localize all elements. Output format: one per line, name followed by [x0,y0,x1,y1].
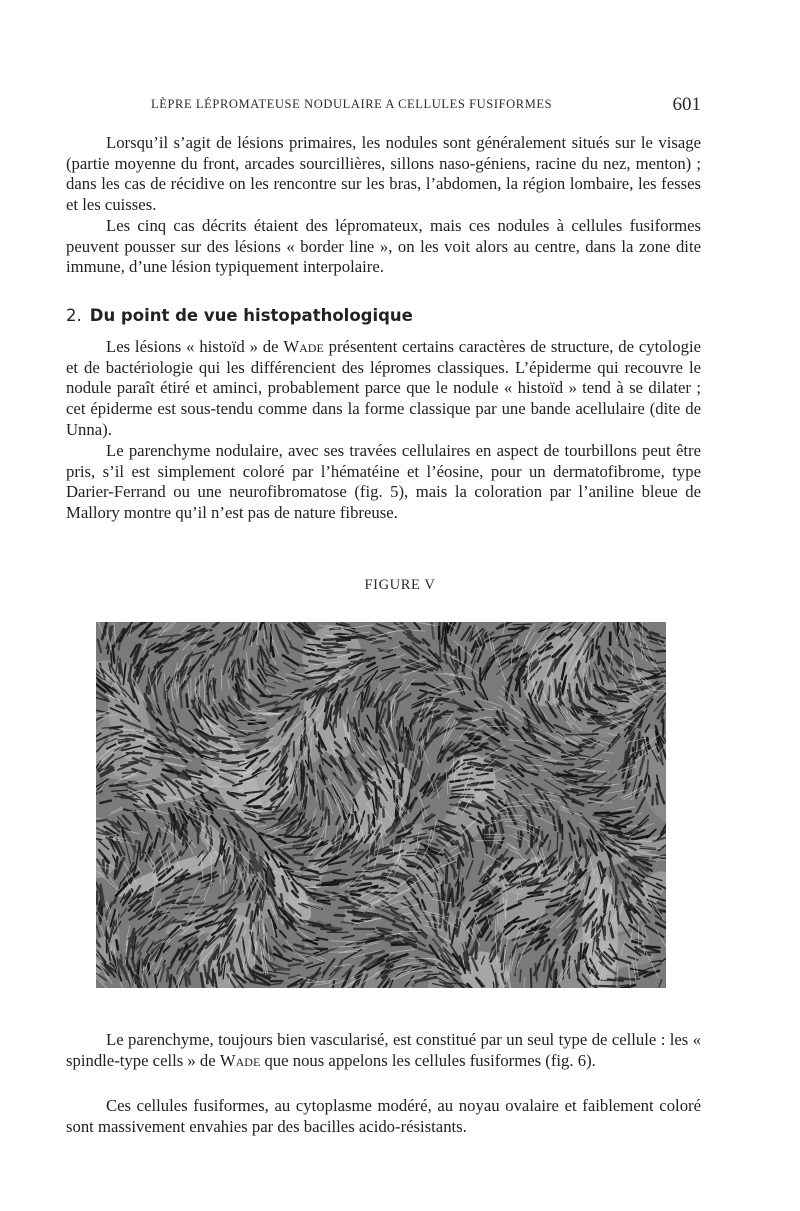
running-head [66,94,701,120]
author-name-wade: Wade [283,337,324,356]
paragraph-lesions-primaires: Lorsqu’il s’agit de lésions primaires, les nodules sont généralement situés sur le visage (partie moyenne du front, arcades sourcillières, sillons naso-géniens, racine du nez, menton) ; dans les cas de récidive on les rencontre sur les bras, l’abdomen, la région lombaire, les fesses et les cuisses. [66,133,701,215]
p3-text-after: présentent certains caractères de structure, de cytologie et de bactériologie qui les différencient des lépromes classiques. L’épiderme qui recouvre le nodule paraît étiré et aminci, probablement parce que le nodule « histoïd » tend à se dilater ; cet épiderme est sous-tendu comme dans la forme classique par une bande acellulaire (dite de Unna). [66,337,701,439]
author-name-wade-2: Wade [219,1050,261,1070]
paragraph-parenchyme-nodulaire: Le parenchyme nodulaire, avec ses travées cellulaires en aspect de tourbillons peut être pris, s’il est simplement coloré par l’hématéine et l’éosine, pour un dermatofibrome, type Darier-Ferrand ou une neurofibromatose (fig. 5), mais la coloration par l’aniline bleue de Mallory montre qu’il n’est pas de nature fibreuse. [66,441,701,523]
paragraph-cinq-cas: Les cinq cas décrits étaient des lépromateux, mais ces nodules à cellules fusiformes peuvent pousser sur des lésions « border line », on les voit alors au centre, dans la zone dite immune, d’une lésion typiquement interpolaire. [66,216,701,277]
figure-v-micrograph [96,622,666,988]
section-heading [66,306,701,325]
histology-micrograph-icon [96,622,666,988]
section-title: Du point de vue histopathologique [89,306,413,325]
p5-text-after: que nous appelons les cellules fusiformes (fig. 6). [260,1050,596,1070]
paragraph-parenchyme-vascularise [66,1030,701,1071]
section-number: 2. [66,306,82,325]
page-number: 601 [672,94,701,115]
figure-caption: FIGURE V [364,577,436,593]
p5-text-before: Le parenchyme, toujours bien vascularisé, est constitué par un seul type de cellule : les « spindle-type cells » de [66,1030,701,1070]
paragraph-cellules-fusiformes: Ces cellules fusiformes, au cytoplasme modéré, au noyau ovalaire et faiblement coloré sont massivement envahies par des bacilles acido-résistants. [66,1096,701,1136]
running-title: LÈPRE LÉPROMATEUSE NODULAIRE A CELLULES FUSIFORMES [151,97,553,111]
paragraph-lesions-histoid [66,337,701,441]
p3-text-before: Les lésions « histoïd » de [106,337,284,356]
